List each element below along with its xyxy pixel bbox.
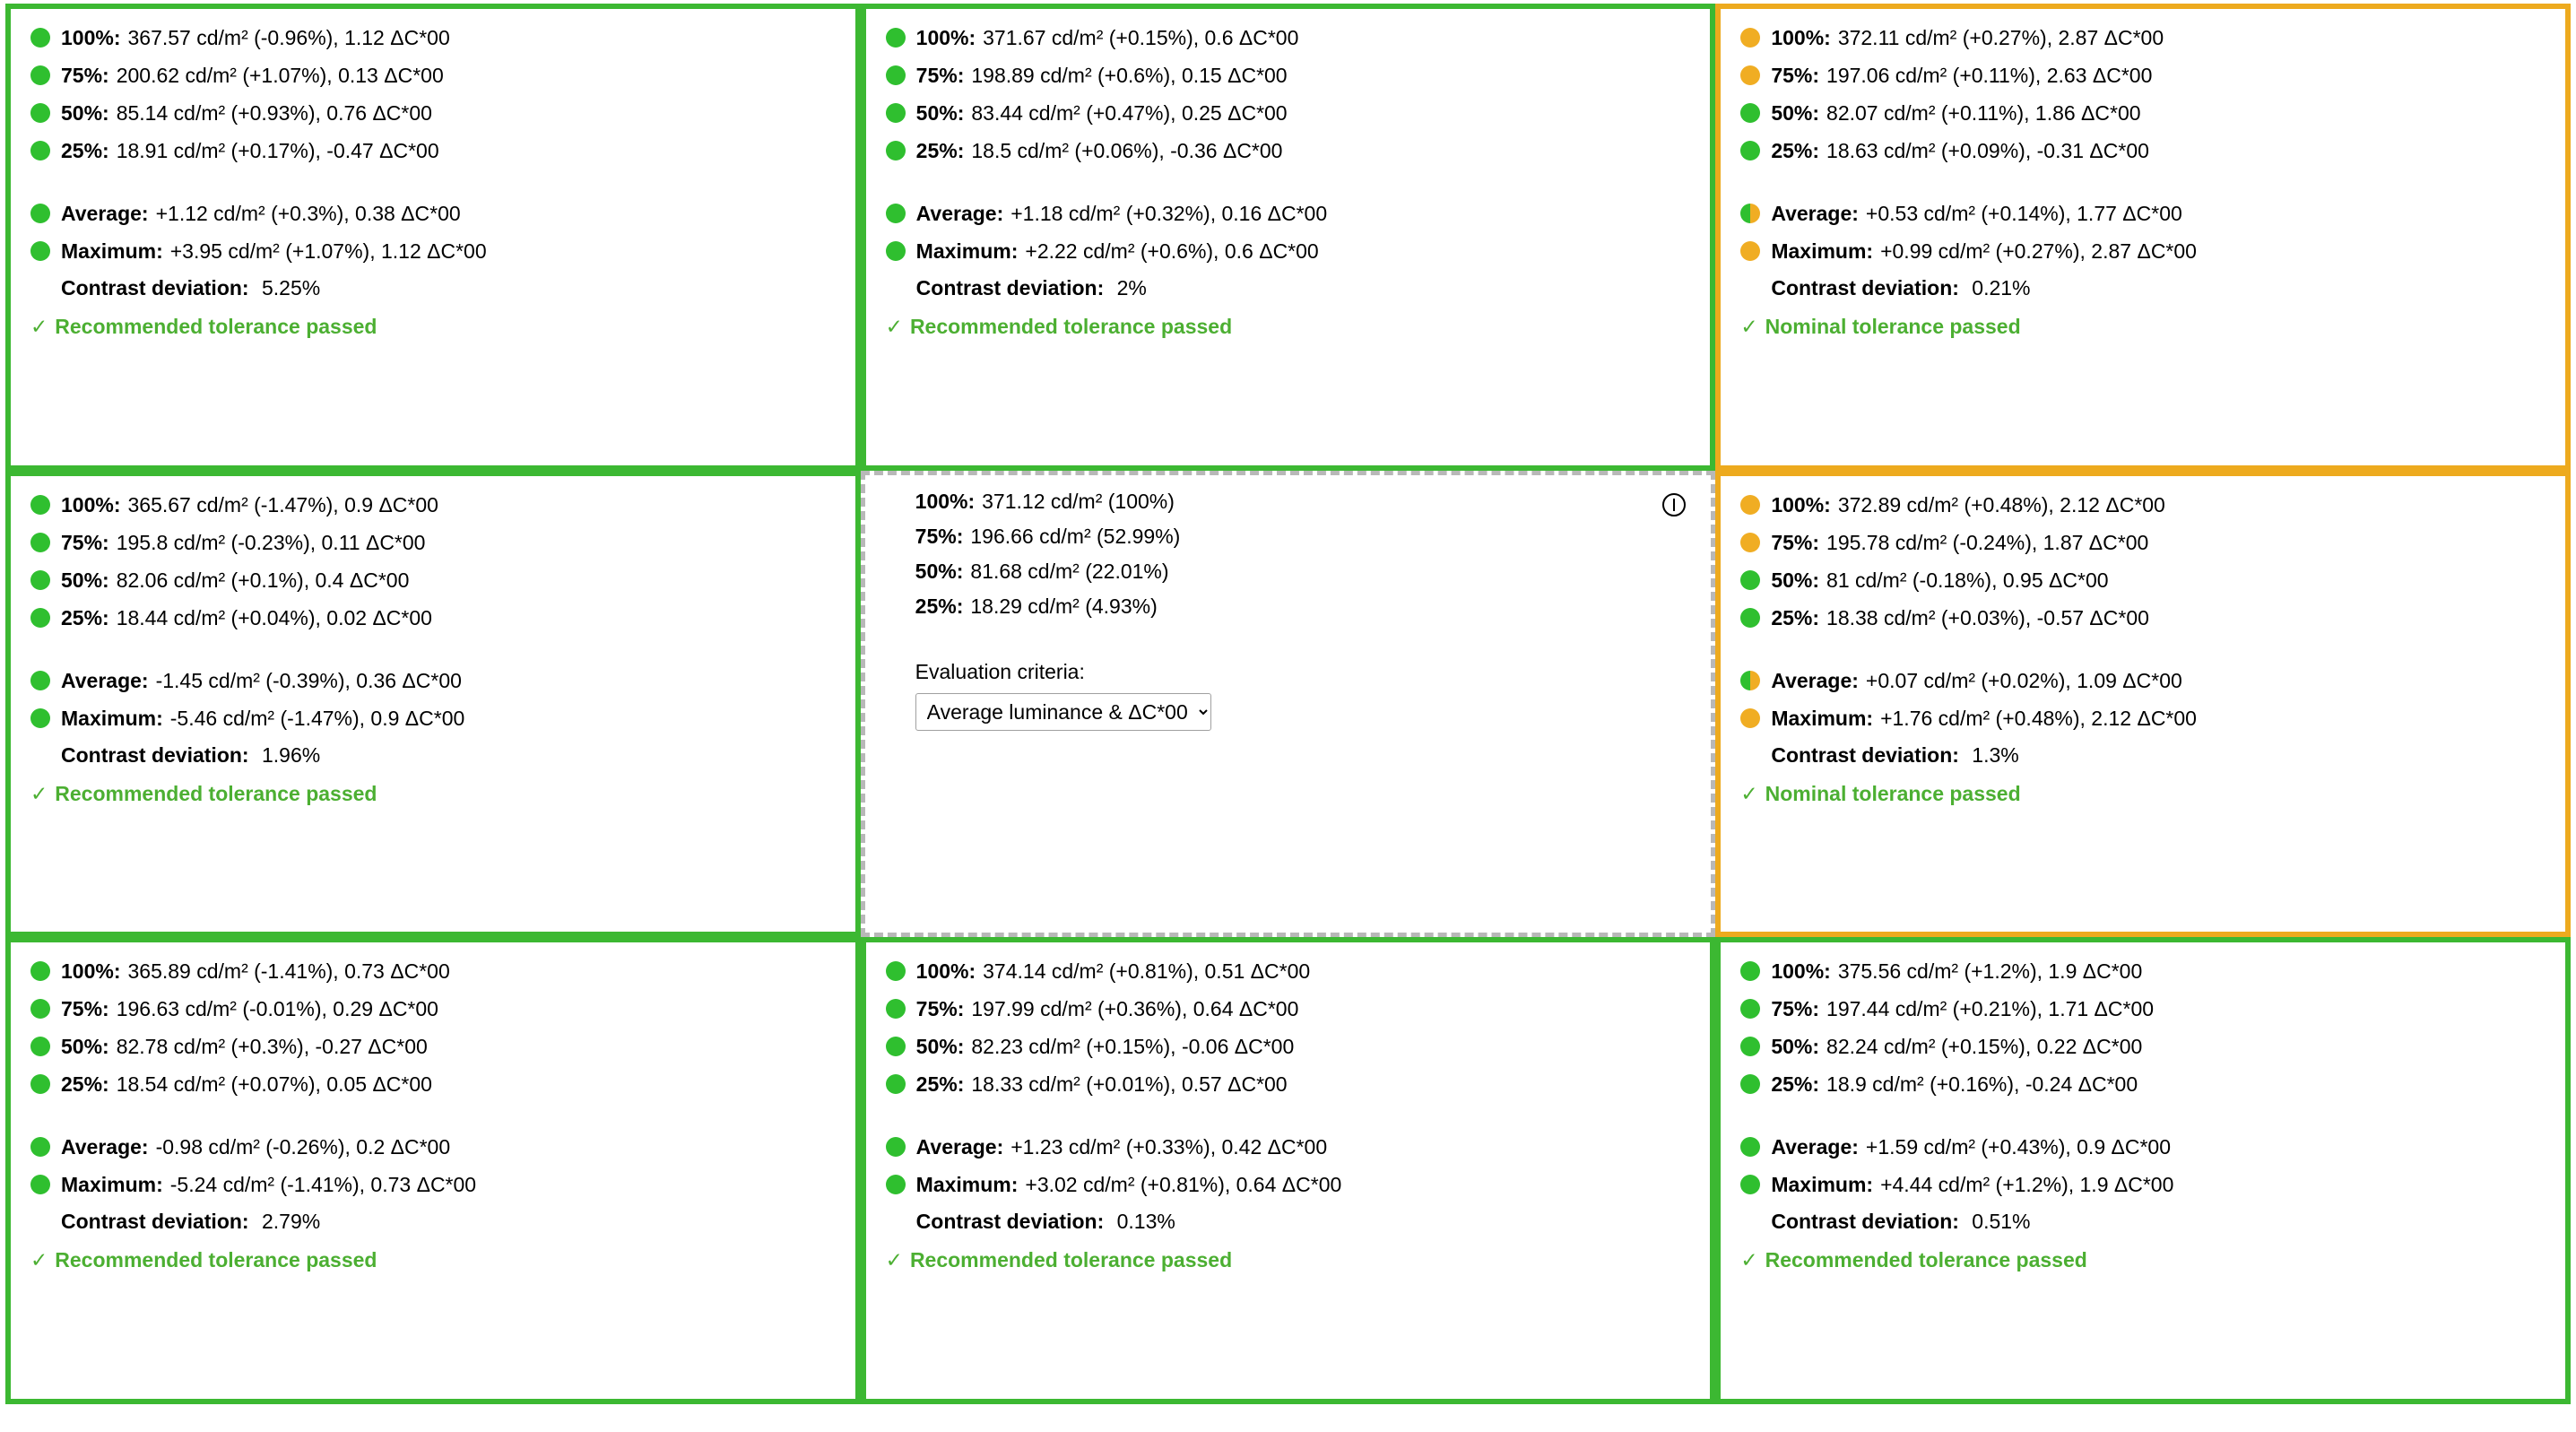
summary-value: +4.44 cd/m² (+1.2%), 1.9 ΔC*00 xyxy=(1880,1173,2174,1197)
summary-value: +0.07 cd/m² (+0.02%), 1.09 ΔC*00 xyxy=(1865,668,2182,692)
measurement-value: 372.11 cd/m² (+0.27%), 2.87 ΔC*00 xyxy=(1837,26,2164,49)
check-icon: ✓ xyxy=(30,1248,48,1272)
measurement-label: 75%: xyxy=(61,530,109,554)
status-dot-green xyxy=(30,708,50,728)
status-dot-green xyxy=(1740,1175,1760,1194)
measurement-label: 50%: xyxy=(915,559,964,583)
status-dot-green xyxy=(886,141,906,161)
measurement-value: 195.78 cd/m² (-0.24%), 1.87 ΔC*00 xyxy=(1826,530,2149,554)
status-dot-green xyxy=(30,204,50,223)
measurement-row xyxy=(886,63,1691,86)
measurement-value: 196.63 cd/m² (-0.01%), 0.29 ΔC*00 xyxy=(116,997,438,1021)
status-dot-green xyxy=(1740,103,1760,123)
measurement-row xyxy=(1740,530,2546,553)
spacer xyxy=(886,1109,1691,1134)
status-dot-green xyxy=(30,1037,50,1056)
status-badge xyxy=(886,315,1691,339)
summary-value: +1.59 cd/m² (+0.43%), 0.9 ΔC*00 xyxy=(1865,1135,2172,1159)
summary-row-average xyxy=(30,201,836,224)
spacer xyxy=(886,176,1691,201)
measurement-label: 50%: xyxy=(1771,101,1820,125)
measurement-value: 372.89 cd/m² (+0.48%), 2.12 ΔC*00 xyxy=(1837,492,2165,516)
contrast-deviation-value: 1.96% xyxy=(261,742,321,767)
contrast-deviation-value: 0.21% xyxy=(1972,276,2031,299)
contrast-deviation-value: 1.3% xyxy=(1972,742,2019,767)
summary-value: +1.18 cd/m² (+0.32%), 0.16 ΔC*00 xyxy=(1010,202,1328,225)
measurement-label: 75%: xyxy=(1771,997,1820,1021)
contrast-deviation-label: Contrast deviation: xyxy=(1771,1210,1959,1234)
status-dot-green xyxy=(30,141,50,161)
status-dot-green xyxy=(30,1175,50,1194)
measurement-label: 75%: xyxy=(1771,530,1820,554)
measurement-value: 18.44 cd/m² (+0.04%), 0.02 ΔC*00 xyxy=(116,605,432,629)
spacer xyxy=(1740,176,2546,201)
summary-label: Average: xyxy=(915,202,1004,225)
status-dot-green xyxy=(886,1037,906,1056)
status-dot-mixed xyxy=(1740,671,1760,690)
summary-value: +1.12 cd/m² (+0.3%), 0.38 ΔC*00 xyxy=(155,202,461,225)
measurement-label: 100%: xyxy=(1771,959,1831,984)
status-dot-green xyxy=(886,1074,906,1094)
summary-value: -1.45 cd/m² (-0.39%), 0.36 ΔC*00 xyxy=(155,668,462,692)
panel-top-left[interactable] xyxy=(5,4,861,471)
measurement-row xyxy=(30,568,836,591)
measurement-value: 18.33 cd/m² (+0.01%), 0.57 ΔC*00 xyxy=(971,1072,1288,1097)
measurement-value: 197.99 cd/m² (+0.36%), 0.64 ΔC*00 xyxy=(971,997,1299,1021)
measurement-label: 100%: xyxy=(915,959,976,984)
measurement-value: 18.5 cd/m² (+0.06%), -0.36 ΔC*00 xyxy=(971,139,1283,162)
measurement-row xyxy=(886,959,1691,982)
status-dot-green xyxy=(30,961,50,981)
summary-value: -0.98 cd/m² (-0.26%), 0.2 ΔC*00 xyxy=(155,1135,451,1159)
measurement-value: 18.38 cd/m² (+0.03%), -0.57 ΔC*00 xyxy=(1826,605,2149,629)
spacer xyxy=(30,1109,836,1134)
measurement-row xyxy=(915,526,1692,547)
panel-middle-left[interactable] xyxy=(5,471,861,938)
panel-bottom-left[interactable] xyxy=(5,937,861,1404)
panel-top-center[interactable] xyxy=(861,4,1716,471)
status-dot-green xyxy=(30,570,50,590)
measurement-row xyxy=(915,491,1692,512)
measurement-value: 82.06 cd/m² (+0.1%), 0.4 ΔC*00 xyxy=(116,568,410,592)
measurement-label: 50%: xyxy=(61,101,109,125)
summary-row-average xyxy=(1740,668,2546,691)
status-dot-amber xyxy=(1740,708,1760,728)
summary-label: Maximum: xyxy=(1771,239,1874,263)
summary-row-average xyxy=(886,201,1691,224)
measurement-label: 100%: xyxy=(61,492,121,516)
measurement-label: 25%: xyxy=(61,1072,109,1097)
status-dot-green xyxy=(1740,1074,1760,1094)
evaluation-criteria-select[interactable] xyxy=(915,693,1211,731)
status-dot-amber xyxy=(1740,533,1760,552)
measurement-row xyxy=(886,100,1691,124)
measurement-value: 197.06 cd/m² (+0.11%), 2.63 ΔC*00 xyxy=(1826,64,2153,87)
summary-row-maximum xyxy=(886,1172,1691,1195)
spacer xyxy=(30,643,836,668)
measurement-label: 50%: xyxy=(1771,1035,1820,1059)
summary-value: +0.53 cd/m² (+0.14%), 1.77 ΔC*00 xyxy=(1865,202,2182,225)
measurement-value: 18.9 cd/m² (+0.16%), -0.24 ΔC*00 xyxy=(1826,1072,2138,1097)
status-badge xyxy=(30,315,836,339)
measurement-row xyxy=(1740,996,2546,1020)
summary-row-maximum xyxy=(30,239,836,262)
evaluation-criteria-label: Evaluation criteria: xyxy=(915,659,1085,683)
status-dot-green xyxy=(30,1137,50,1157)
contrast-deviation-label: Contrast deviation: xyxy=(915,1210,1105,1234)
measurement-row xyxy=(886,1072,1691,1095)
status-dot-green xyxy=(886,28,906,48)
status-dot-green xyxy=(1740,1037,1760,1056)
measurement-row xyxy=(1740,1034,2546,1057)
contrast-deviation-label: Contrast deviation: xyxy=(1771,276,1959,299)
summary-row-maximum xyxy=(30,1172,836,1195)
measurement-label: 100%: xyxy=(1771,26,1831,49)
status-badge xyxy=(1740,782,2546,806)
measurement-label: 100%: xyxy=(61,26,121,49)
spacer xyxy=(30,176,836,201)
measurement-row xyxy=(1740,1072,2546,1095)
status-dot-green xyxy=(30,608,50,628)
measurement-label: 25%: xyxy=(915,594,964,618)
status-dot-amber xyxy=(1740,65,1760,85)
summary-row-maximum xyxy=(1740,239,2546,262)
summary-row-maximum xyxy=(1740,706,2546,729)
info-icon[interactable] xyxy=(1662,493,1686,516)
contrast-deviation xyxy=(1771,743,2546,768)
status-dot-green xyxy=(30,533,50,552)
measurement-label: 75%: xyxy=(915,64,965,87)
contrast-deviation-value: 0.51% xyxy=(1972,1210,2031,1234)
measurement-row xyxy=(915,596,1692,617)
measurement-label: 75%: xyxy=(1771,64,1820,87)
status-dot-green xyxy=(886,999,906,1019)
check-icon: ✓ xyxy=(885,1248,903,1272)
measurement-row xyxy=(1740,138,2546,161)
status-text: Recommended tolerance passed xyxy=(909,315,1233,338)
measurement-row xyxy=(30,530,836,553)
measurement-label: 25%: xyxy=(61,139,109,162)
summary-label: Maximum: xyxy=(61,239,163,263)
status-dot-green xyxy=(886,241,906,261)
status-dot-green xyxy=(1740,141,1760,161)
measurement-row xyxy=(30,138,836,161)
status-dot-green xyxy=(1740,1137,1760,1157)
check-icon: ✓ xyxy=(1740,781,1758,805)
measurement-value: 83.44 cd/m² (+0.47%), 0.25 ΔC*00 xyxy=(971,101,1288,125)
summary-row-average xyxy=(1740,1134,2546,1158)
measurement-value: 85.14 cd/m² (+0.93%), 0.76 ΔC*00 xyxy=(116,101,432,125)
contrast-deviation-label: Contrast deviation: xyxy=(61,276,249,299)
measurement-label: 100%: xyxy=(61,959,121,984)
measurement-label: 25%: xyxy=(1771,1072,1820,1097)
contrast-deviation-label: Contrast deviation: xyxy=(915,276,1105,299)
summary-row-average xyxy=(886,1134,1691,1158)
measurement-value: 81 cd/m² (-0.18%), 0.95 ΔC*00 xyxy=(1826,568,2109,592)
measurement-label: 75%: xyxy=(915,524,964,548)
summary-label: Maximum: xyxy=(915,239,1019,263)
measurement-row xyxy=(30,492,836,516)
status-dot-green xyxy=(30,671,50,690)
summary-label: Maximum: xyxy=(61,1173,163,1197)
measurement-label: 25%: xyxy=(61,605,109,629)
measurement-row xyxy=(1740,100,2546,124)
measurement-value: 18.91 cd/m² (+0.17%), -0.47 ΔC*00 xyxy=(116,139,439,162)
status-dot-amber xyxy=(1740,495,1760,515)
status-badge xyxy=(1740,1248,2546,1272)
summary-row-maximum xyxy=(886,239,1691,262)
contrast-deviation xyxy=(916,276,1691,300)
measurement-row xyxy=(30,25,836,48)
status-text: Recommended tolerance passed xyxy=(55,781,377,805)
check-icon: ✓ xyxy=(30,315,48,338)
contrast-deviation-label: Contrast deviation: xyxy=(61,1210,249,1234)
contrast-deviation-value: 5.25% xyxy=(261,276,321,299)
summary-label: Maximum: xyxy=(1771,1173,1874,1197)
summary-value: +3.02 cd/m² (+0.81%), 0.64 ΔC*00 xyxy=(1025,1173,1342,1197)
summary-label: Average: xyxy=(61,1135,149,1159)
contrast-deviation xyxy=(61,1210,836,1234)
summary-label: Average: xyxy=(1771,202,1859,225)
measurement-label: 25%: xyxy=(915,139,965,162)
measurement-row xyxy=(30,959,836,982)
check-icon: ✓ xyxy=(1740,315,1758,338)
measurement-label: 25%: xyxy=(915,1072,965,1097)
measurement-value: 367.57 cd/m² (-0.96%), 1.12 ΔC*00 xyxy=(127,26,450,49)
measurement-label: 100%: xyxy=(915,489,976,513)
check-icon: ✓ xyxy=(1740,1248,1758,1272)
panel-bottom-right[interactable] xyxy=(1715,937,2571,1404)
measurement-row xyxy=(886,25,1691,48)
contrast-deviation xyxy=(61,743,836,768)
status-dot-green xyxy=(886,961,906,981)
measurement-row xyxy=(1740,492,2546,516)
measurement-value: 365.89 cd/m² (-1.41%), 0.73 ΔC*00 xyxy=(127,959,450,984)
summary-label: Maximum: xyxy=(1771,706,1874,730)
measurement-value: 200.62 cd/m² (+1.07%), 0.13 ΔC*00 xyxy=(116,64,444,87)
contrast-deviation-value: 0.13% xyxy=(1116,1210,1175,1234)
status-text: Nominal tolerance passed xyxy=(1765,315,2021,338)
spacer xyxy=(1740,643,2546,668)
status-dot-green xyxy=(30,241,50,261)
measurement-row xyxy=(30,1034,836,1057)
measurement-value: 374.14 cd/m² (+0.81%), 0.51 ΔC*00 xyxy=(983,959,1311,984)
check-icon: ✓ xyxy=(30,781,48,805)
summary-row-maximum xyxy=(30,706,836,729)
measurement-row xyxy=(1740,25,2546,48)
measurement-value: 82.78 cd/m² (+0.3%), -0.27 ΔC*00 xyxy=(116,1035,428,1059)
measurement-row xyxy=(1740,605,2546,629)
status-badge xyxy=(30,1248,836,1272)
status-dot-green xyxy=(30,65,50,85)
measurement-row xyxy=(30,1072,836,1095)
measurement-label: 25%: xyxy=(1771,139,1820,162)
measurement-label: 75%: xyxy=(915,997,965,1021)
contrast-deviation-value: 2% xyxy=(1116,276,1147,299)
summary-label: Average: xyxy=(915,1135,1004,1159)
measurement-label: 50%: xyxy=(1771,568,1820,592)
measurement-value: 198.89 cd/m² (+0.6%), 0.15 ΔC*00 xyxy=(971,64,1288,87)
measurement-label: 100%: xyxy=(915,26,976,49)
summary-row-average xyxy=(30,668,836,691)
status-dot-green xyxy=(30,28,50,48)
status-text: Nominal tolerance passed xyxy=(1765,781,2021,805)
status-dot-green xyxy=(30,1074,50,1094)
measurement-value: 371.67 cd/m² (+0.15%), 0.6 ΔC*00 xyxy=(983,26,1299,49)
measurement-row xyxy=(1740,959,2546,982)
measurement-label: 25%: xyxy=(1771,605,1820,629)
summary-label: Average: xyxy=(61,668,149,692)
summary-value: -5.24 cd/m² (-1.41%), 0.73 ΔC*00 xyxy=(169,1173,477,1197)
panel-middle-right[interactable] xyxy=(1715,471,2571,938)
summary-label: Average: xyxy=(1771,1135,1859,1159)
status-dot-green xyxy=(886,204,906,223)
summary-row-average xyxy=(1740,201,2546,224)
measurement-label: 75%: xyxy=(61,997,109,1021)
status-dot-green xyxy=(1740,961,1760,981)
measurement-row xyxy=(30,996,836,1020)
contrast-deviation xyxy=(61,276,836,300)
check-icon: ✓ xyxy=(885,315,903,338)
measurement-value: 196.66 cd/m² (52.99%) xyxy=(970,524,1181,548)
summary-row-maximum xyxy=(1740,1172,2546,1195)
measurement-row xyxy=(30,605,836,629)
status-text: Recommended tolerance passed xyxy=(55,315,377,338)
status-text: Recommended tolerance passed xyxy=(1765,1248,2087,1272)
measurement-row xyxy=(30,100,836,124)
panel-bottom-center[interactable] xyxy=(861,937,1716,1404)
measurement-row xyxy=(915,561,1692,582)
status-badge xyxy=(30,782,836,806)
measurement-value: 18.29 cd/m² (4.93%) xyxy=(970,594,1158,618)
summary-label: Average: xyxy=(61,202,149,225)
summary-value: +1.23 cd/m² (+0.33%), 0.42 ΔC*00 xyxy=(1010,1135,1328,1159)
panel-top-right[interactable] xyxy=(1715,4,2571,471)
measurement-value: 82.23 cd/m² (+0.15%), -0.06 ΔC*00 xyxy=(971,1035,1295,1059)
status-dot-green xyxy=(1740,608,1760,628)
status-dot-green xyxy=(1740,999,1760,1019)
measurement-value: 365.67 cd/m² (-1.47%), 0.9 ΔC*00 xyxy=(127,492,438,516)
measurement-value: 82.24 cd/m² (+0.15%), 0.22 ΔC*00 xyxy=(1826,1035,2143,1059)
contrast-deviation-label: Contrast deviation: xyxy=(1771,742,1959,767)
contrast-deviation-value: 2.79% xyxy=(261,1210,321,1234)
summary-row-average xyxy=(30,1134,836,1158)
status-dot-amber xyxy=(1740,241,1760,261)
panel-reference-center[interactable] xyxy=(861,471,1716,938)
measurement-row xyxy=(1740,63,2546,86)
summary-label: Average: xyxy=(1771,668,1859,692)
measurement-value: 197.44 cd/m² (+0.21%), 1.71 ΔC*00 xyxy=(1826,997,2155,1021)
status-text: Recommended tolerance passed xyxy=(909,1248,1233,1272)
status-dot-amber xyxy=(1740,28,1760,48)
status-dot-green xyxy=(30,495,50,515)
summary-label: Maximum: xyxy=(915,1173,1019,1197)
summary-value: +1.76 cd/m² (+0.48%), 2.12 ΔC*00 xyxy=(1880,706,2197,730)
measurement-value: 375.56 cd/m² (+1.2%), 1.9 ΔC*00 xyxy=(1837,959,2143,984)
contrast-deviation-label: Contrast deviation: xyxy=(61,742,249,767)
measurement-row xyxy=(1740,568,2546,591)
measurement-row xyxy=(886,996,1691,1020)
status-dot-green xyxy=(30,103,50,123)
status-text: Recommended tolerance passed xyxy=(55,1248,377,1272)
summary-value: +0.99 cd/m² (+0.27%), 2.87 ΔC*00 xyxy=(1880,239,2197,263)
measurement-row xyxy=(886,1034,1691,1057)
status-dot-green xyxy=(886,103,906,123)
contrast-deviation xyxy=(1771,276,2546,300)
status-dot-green xyxy=(30,999,50,1019)
measurement-value: 18.63 cd/m² (+0.09%), -0.31 ΔC*00 xyxy=(1826,139,2149,162)
bottom-strip xyxy=(0,1417,2576,1432)
summary-label: Maximum: xyxy=(61,706,163,730)
status-dot-mixed xyxy=(1740,204,1760,223)
summary-value: -5.46 cd/m² (-1.47%), 0.9 ΔC*00 xyxy=(169,706,465,730)
reference-measurements xyxy=(885,491,1692,617)
measurement-value: 81.68 cd/m² (22.01%) xyxy=(970,559,1169,583)
measurement-value: 195.8 cd/m² (-0.23%), 0.11 ΔC*00 xyxy=(116,530,426,554)
status-dot-green xyxy=(886,1175,906,1194)
measurement-label: 50%: xyxy=(61,1035,109,1059)
summary-value: +3.95 cd/m² (+1.07%), 1.12 ΔC*00 xyxy=(169,239,487,263)
measurement-row xyxy=(886,138,1691,161)
measurement-value: 82.07 cd/m² (+0.11%), 1.86 ΔC*00 xyxy=(1826,101,2141,125)
status-dot-green xyxy=(1740,570,1760,590)
evaluation-criteria-select-wrap xyxy=(915,693,1692,731)
contrast-deviation xyxy=(916,1210,1691,1234)
summary-value: +2.22 cd/m² (+0.6%), 0.6 ΔC*00 xyxy=(1025,239,1319,263)
status-badge xyxy=(1740,315,2546,339)
measurement-label: 50%: xyxy=(915,101,965,125)
contrast-deviation xyxy=(1771,1210,2546,1234)
status-dot-green xyxy=(886,65,906,85)
measurement-label: 50%: xyxy=(915,1035,965,1059)
measurement-row xyxy=(30,63,836,86)
spacer xyxy=(1740,1109,2546,1134)
measurement-label: 75%: xyxy=(61,64,109,87)
status-dot-green xyxy=(886,1137,906,1157)
measurement-value: 18.54 cd/m² (+0.07%), 0.05 ΔC*00 xyxy=(116,1072,432,1097)
measurement-label: 50%: xyxy=(61,568,109,592)
measurement-value: 371.12 cd/m² (100%) xyxy=(982,489,1175,513)
measurement-label: 100%: xyxy=(1771,492,1831,516)
status-badge xyxy=(886,1248,1691,1272)
